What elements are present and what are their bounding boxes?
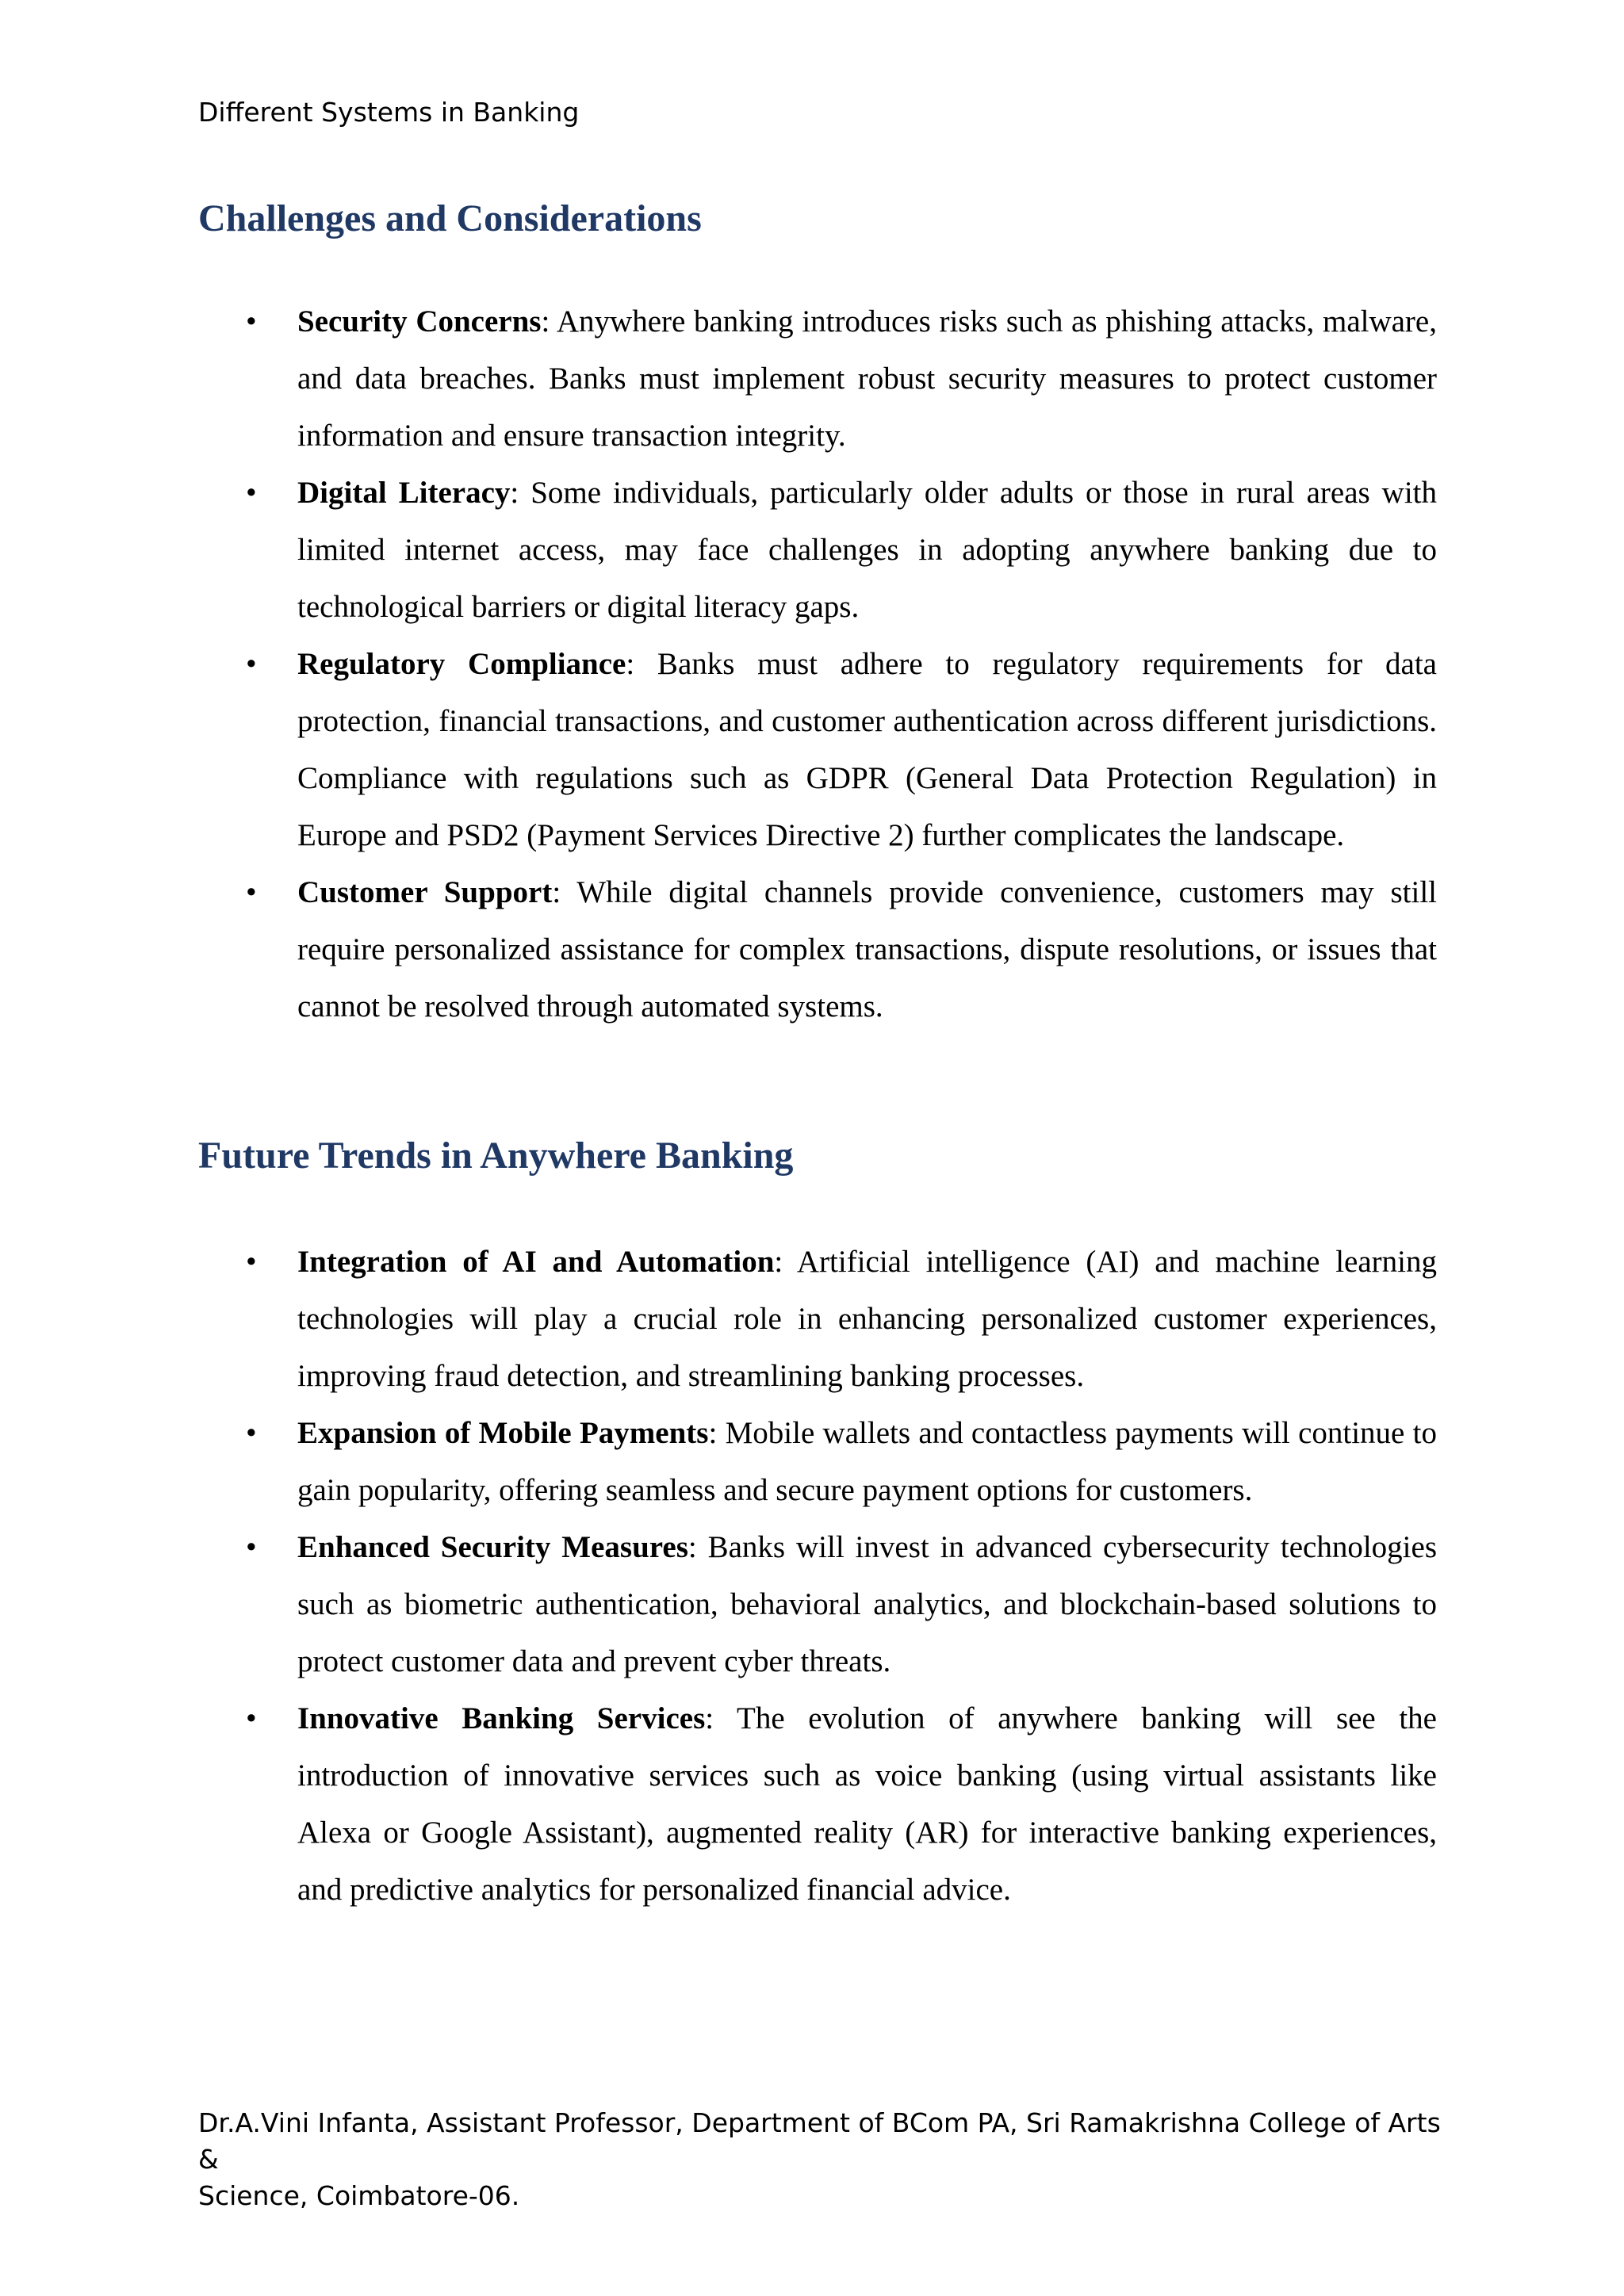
item-term: Expansion of Mobile Payments: [297, 1416, 709, 1450]
future-trends-list: [198, 1234, 1437, 1919]
bullet-icon: •: [246, 476, 257, 510]
footer-line-2: Science, Coimbatore-06.: [198, 2180, 520, 2211]
item-text: : Mobile wallets and contactless payments will continue to gain popularity, offering seamless and secure payment options for customers.: [297, 1416, 1438, 1507]
bullet-icon: •: [246, 647, 257, 681]
list-item: [198, 864, 1437, 1035]
item-term: Digital Literacy: [297, 476, 511, 510]
item-term: Enhanced Security Measures: [297, 1530, 688, 1564]
item-term: Customer Support: [297, 875, 553, 909]
item-text: : Some individuals, particularly older adults or those in rural areas with limited internet access, may face challenges in adopting anywhere banking due to technological barriers or digital literacy gaps.: [297, 476, 1437, 624]
challenges-list: [198, 293, 1437, 1035]
list-item: [198, 1405, 1437, 1519]
item-text: : Artificial intelligence (AI) and machine learning technologies will play a crucial role in enhancing personalized customer experiences, improving fraud detection, and streamlining banking processes.: [297, 1245, 1438, 1393]
item-text: : The evolution of anywhere banking will see the introduction of innovative services such as voice banking (using virtual assistants like Alexa or Google Assistant), augmented reality (AR) for interactive banking experiences, and predictive analytics for personalized financial advice.: [297, 1701, 1437, 1907]
section-heading-future-trends: Future Trends in Anywhere Banking: [198, 1135, 794, 1177]
running-header: Different Systems in Banking: [198, 97, 580, 128]
list-item: [198, 1690, 1437, 1919]
list-item: [198, 465, 1437, 636]
list-item: [198, 1519, 1437, 1690]
bullet-icon: •: [246, 1416, 257, 1450]
item-term: Innovative Banking Services: [297, 1701, 706, 1735]
item-term: Regulatory Compliance: [297, 647, 626, 681]
footer-line-1: Dr.A.Vini Infanta, Assistant Professor, Department of BCom PA, Sri Ramakrishna College of Arts &: [198, 2107, 1441, 2175]
section-heading-challenges: Challenges and Considerations: [198, 197, 702, 239]
item-text: : Banks must adhere to regulatory requirements for data protection, financial transactions, and customer authentication across different jurisdictions. Compliance with regulations such as GDPR (General Data Protection Regulation) in Europe and PSD2 (Payment Services Directive 2) further complicates the landscape.: [297, 647, 1437, 852]
bullet-icon: •: [246, 875, 257, 909]
list-item: [198, 1234, 1437, 1405]
list-item: [198, 636, 1437, 864]
bullet-icon: •: [246, 304, 257, 339]
list-item: [198, 293, 1437, 465]
item-text: : Anywhere banking introduces risks such as phishing attacks, malware, and data breaches. Banks must implement robust security measures to protect customer information and ensure transaction integrity.: [297, 304, 1437, 453]
page-footer: [198, 2105, 1467, 2214]
bullet-icon: •: [246, 1245, 257, 1279]
item-term: Integration of AI and Automation: [297, 1245, 775, 1279]
item-text: : Banks will invest in advanced cybersecurity technologies such as biometric authentication, behavioral analytics, and blockchain-based solutions to protect customer data and prevent cyber threats.: [297, 1530, 1438, 1678]
bullet-icon: •: [246, 1530, 257, 1564]
item-text: : While digital channels provide convenience, customers may still require personalized assistance for complex transactions, dispute resolutions, or issues that cannot be resolved through automated systems.: [297, 875, 1437, 1024]
item-term: Security Concerns: [297, 304, 542, 339]
bullet-icon: •: [246, 1701, 257, 1735]
